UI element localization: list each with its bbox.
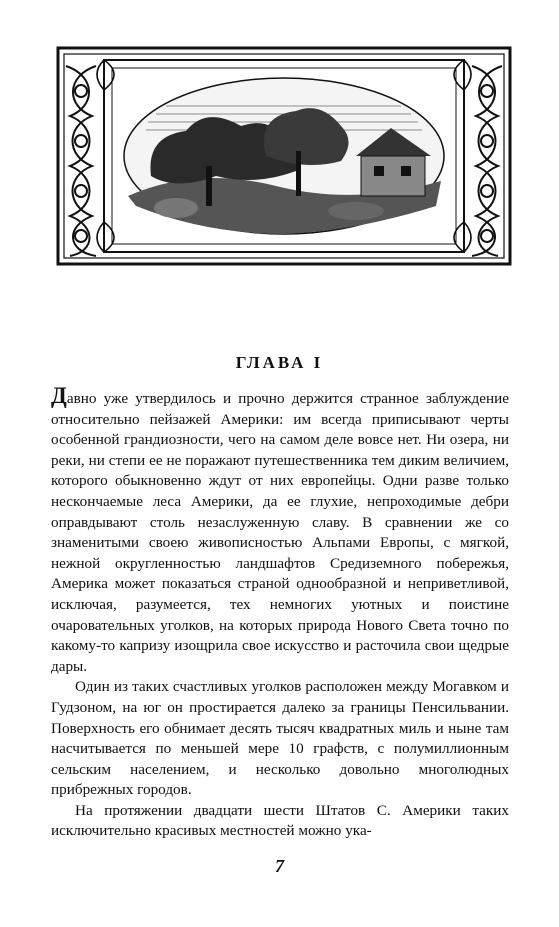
paragraph-1: [51, 383, 509, 677]
paragraph-2: Один из таких счастливых уголков расположен между Могавком и Гудзоном, на юг он простирается далеко за границы Пенсильвании. Поверхность его обнимает десять тысяч квадратных миль и ныне там насчитывается по меньшей мере 10 графств, с полумиллионным сельским населением, и несколько довольно многолюдных прибрежных городов.: [51, 678, 509, 799]
paragraph-3: На протяжении двадцати шести Штатов С. Америки таких исключительно красивых местностей можно ука-: [51, 801, 509, 840]
page-number: 7: [275, 856, 284, 876]
drop-cap: Д: [51, 383, 67, 408]
body-text: [51, 383, 509, 842]
decorative-headpiece-illustration: [56, 46, 512, 266]
paragraph-1-text: авно уже утвердилось и прочно держится странное заблуждение относительно пейзажей Америки: им всегда приписывают черты особенной грандиозности, чего на самом деле вовсе нет. Ни озера, ни реки, ни степи ее не поражают путешественника тем диким величием, которого обыкновенно ждут от них европейцы. Одни разве только нескончаемые леса Америки, да ее глухие, непроходимые дебри оправдывают столь незаслуженную славу. В сравнении же со знаменитыми своею живописностью Альпами Европы, с мягкой, нежной округленностью ландшафтов Средиземного побережья, Америка может показаться страной однообразной и неприветливой, исключая, разумеется, тех немногих уютных и поистине очаровательных уголков, на которых природа Нового Света точно по какому-то капризу изощрила свое искусство и расточила свои щедрые дары.: [51, 390, 509, 675]
chapter-title: ГЛАВА I: [235, 353, 324, 372]
